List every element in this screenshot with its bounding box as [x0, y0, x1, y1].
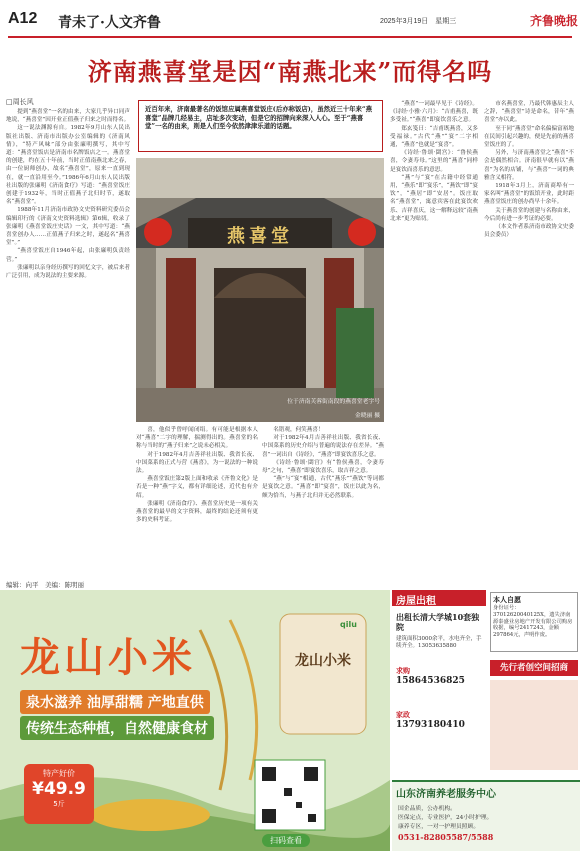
notice-title: 本人自愿	[493, 595, 521, 604]
price-badge: 特产好价	[43, 769, 75, 778]
shop-sign: 燕喜堂	[227, 226, 293, 247]
article-photo	[136, 158, 384, 422]
price-value: ¥49.9	[32, 779, 86, 799]
article-column-4	[390, 100, 478, 578]
paragraph: 喜，他似乎曾呼闻闭绢。有可能是根据本人对“燕喜”二字的理解，揣测得出的。燕喜堂的名称与当时的“燕子归来”之说未必相关。	[136, 427, 258, 450]
rental-logo: 房屋出租	[396, 596, 436, 607]
paragraph: 市名燕喜堂，乃最代韩惠辰主人之辞，“燕喜堂”诗是命名，昔年“燕喜堂”亦以此。	[484, 101, 574, 124]
paragraph: “燕”与“宴”在古籍中经常通用，“燕乐”即“宴乐”，“燕饮”即“宴饮”，“燕居”即“安居”。饭庄取名“燕喜堂”，寓意宾客在此宴饮欢乐、吉祥喜庆，这一解释远较“南燕北来”更为贴切。	[390, 174, 478, 222]
paragraph: 1918年3月上，济南商埠有一家名叫“燕喜堂”的饭馆开业，此时距燕喜堂饭庄的创办尚早十余年。	[484, 183, 574, 206]
elderly-item: 康养专区，一对一护理员照顾。	[398, 824, 480, 830]
issue-date: 2025年3月19日 星期三	[380, 18, 457, 25]
paragraph: 《诗经·鲁颂·閟宫》：“鲁侯燕喜，令妻寿母。”这里的“燕喜”同样是宴饮而喜乐的意思。	[390, 150, 478, 173]
qr-scan-label[interactable]: 扫码查看	[262, 834, 310, 847]
ad-slogan-2: 传统生态种植，自然健康食材	[20, 716, 214, 740]
paragraph: “燕”与“宴”相通，古代“燕乐”“燕饮”等词都是宴饮之意。“燕喜”即“宴喜”，饭庄以此为名，颇为恰当，与燕子北归并无必然联系。	[262, 476, 384, 499]
paragraph: 提到“燕喜堂”一名的由来，大家几乎异口同声地说，“燕喜堂”因开业正值燕子归来之时而得名。	[6, 109, 130, 124]
article-column-5	[484, 100, 574, 578]
millet-advertisement[interactable]	[0, 590, 390, 851]
page-code: A12	[8, 10, 38, 27]
ad-slogan-1: 泉水滋养 油厚甜糯 产地直供	[20, 690, 210, 714]
want-rent-phone: 15864536825	[396, 676, 465, 686]
paragraph: 至于同“燕喜堂”命名偏偏富裕地在民间引起兴趣的，便是先前的燕喜堂饭庄的了。	[484, 125, 574, 149]
paragraph: 名错观，何笑燕喜！	[273, 427, 324, 433]
paragraph: 《诗经·鲁颂·閟宫》有“鲁侯燕喜，令妻寿母”之句，“燕喜”即宴饮喜乐，取吉祥之意。	[262, 459, 384, 475]
red-banner: 先行者创空间招商	[490, 660, 578, 676]
paragraph: “燕喜”一词最早见于《诗经》。《诗经·小雅·六月》：“吉甫燕喜，既多受祉。”“燕喜”即宴饮喜乐之意。	[390, 101, 478, 124]
bag-brand: 龙山小米	[295, 653, 351, 669]
lead-box: 近百年来，济南最著名的饭馆应属燕喜堂饭庄(后亦称饭店)，虽然近三十年来“燕喜堂”品牌几经易主，店址多次变动，但是它的招牌向来深入人心。至于“燕喜堂”一名的由来，则是人们至今依然津津乐道的话题。	[138, 100, 383, 152]
byline: □周长风	[6, 98, 34, 106]
price-unit: 5斤	[53, 800, 65, 808]
want-rent-label: 求购	[396, 666, 410, 675]
notice-body: 身份证号：37012620040125X，遗失济南源泰盛业房地产开发有限公司购房收据，编号2417243，金额297864元，声明作废。	[493, 605, 573, 639]
ad-title: 龙山小米	[20, 635, 196, 681]
qilu-logo: qilu	[340, 620, 357, 629]
paragraph: 另外，与济南燕喜堂之“燕喜”不会是偶然相合。济南很早就有以“燕喜”为名的店铺，与“燕喜”一词的典雅含义相符。	[484, 150, 574, 181]
classified-ads	[392, 590, 580, 851]
paragraph: （本文作者系济南市政协文史委员会委员）	[484, 224, 574, 239]
headline: 济南燕喜堂是因“南燕北来”而得名吗	[87, 57, 493, 86]
elderly-item: 医保定点，专业医护，24小时护理。	[398, 815, 493, 821]
notice-box	[490, 592, 578, 652]
gate-illustration	[136, 158, 384, 422]
paragraph: 对于1982年4月吉善祥社出版、我省长夜、中国菜系的历史介绍与普遍的说法存在差异。“燕喜”一词出自《诗经》，“燕喜”即宴饮喜乐之意。	[262, 435, 384, 458]
banner-details	[490, 680, 578, 770]
photo-caption: 位于济南芙蓉街南段的燕喜堂老字号	[287, 399, 380, 405]
paragraph: 张廉明《济南食疗》、燕喜堂历史是一项有关燕喜堂的最早的文字资料，最终的结论还须有更多的史料考证。	[136, 500, 258, 524]
paragraph: 对于1982年4月吉善祥社出版、我省长夜、中国菜系的正式与营《燕喜》，为一说法的一种说法。	[136, 451, 258, 475]
section-title: 青未了·人文齐鲁	[58, 15, 161, 31]
article-column-3	[262, 426, 384, 578]
elderly-phone: 0531-82805587/5588	[398, 832, 494, 842]
paragraph: 这一说法渊源有自。1982年9月山东人民出版社出版、济南市出版办公室编辑的《济南风情》，“特产风味”部分由张廉明撰写，其中写道：“燕喜堂饭店是济南市名牌饭店之一。燕喜堂的创建，约在五十年前，当时正值南燕北来之春，由一位厨师创办，故名“燕喜堂”，原来一直到现在，就一直沿用至今。”1986年6月山东人民出版社出版的张廉明《济南食疗》写道：“燕喜堂饭庄创建于1932年，当时正值燕子北归时节，遂取名“燕喜堂”。	[6, 125, 130, 206]
paragraph: 燕喜堂饭庄第2版上面和收录《齐鲁文化》是否是一种“燕”字义，都有详细论述，近代也有介绍。	[136, 476, 258, 499]
paragraph: 郑玄笺曰：“吉甫既燕喜，又多受福禄。”古代“燕”“宴”二字相通，“燕喜”也就是“宴喜”。	[390, 125, 478, 149]
elderly-service-ad	[392, 780, 580, 851]
article-column-1	[6, 108, 130, 576]
editor-credits: 编辑：向平 美编：陈明丽	[6, 581, 84, 589]
rent-title: 出租长清大学城10套独院	[396, 612, 480, 632]
paragraph: 1988年11月济南市政协文史资料研究委员会编辑印行的《济南文史资料选辑》第6辑，收录了张廉明《燕喜堂饭庄史话》一文，其中写道：“燕喜堂创办人……正值燕子归来之时，遂起名“燕喜堂”。”	[6, 207, 130, 247]
phone-label: 家政	[396, 710, 410, 719]
elderly-title: 山东济南养老服务中心	[396, 789, 496, 800]
header-rule	[8, 36, 572, 38]
paper-name: 齐鲁晚报	[530, 14, 579, 28]
article-column-2	[136, 426, 258, 578]
paragraph: 关于燕喜堂的创建与名称由来，今后尚有进一步考证的必要。	[484, 207, 574, 222]
phone-number: 13793180410	[396, 720, 465, 730]
paragraph: 张廉明以亲身经历撰写的回忆文字，被后来者广泛引用，成为说法的主要来源。	[6, 264, 130, 280]
elderly-item: 国企品质，公办机构。	[398, 806, 456, 812]
page-header	[0, 0, 580, 40]
photo-credit: 金晓丽 摄	[354, 413, 380, 419]
rent-detail: 建筑面积3000余平，水电齐全，手续齐全。13053635880	[396, 636, 482, 649]
paragraph: “燕喜堂饭庄自1946年起，由张廉明负责经营。”	[6, 248, 130, 263]
price-tag	[24, 764, 94, 824]
